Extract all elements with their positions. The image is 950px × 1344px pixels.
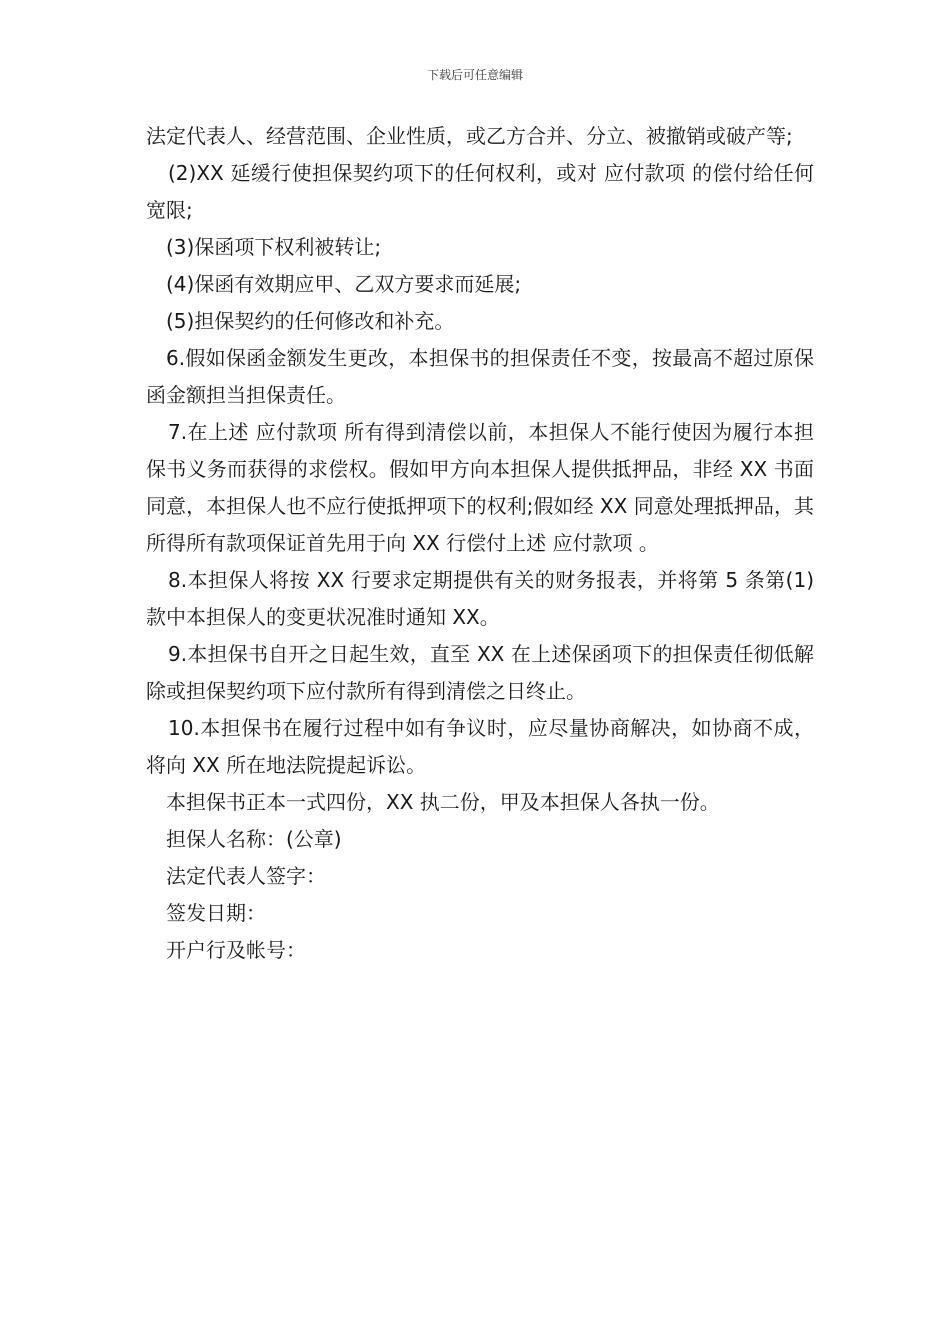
paragraph-copies: 本担保书正本一式四份，XX 执二份，甲及本担保人各执一份。: [166, 790, 720, 814]
paragraph-item-3: (3)保函项下权利被转让;: [166, 235, 382, 259]
signature-issue-date: 签发日期：: [166, 901, 266, 925]
paragraph-clause-6: 6.假如保函金额发生更改，本担保书的担保责任不变，按最高不超过原保函金额担当担保责任。: [146, 346, 814, 407]
paragraph-clause-8: 8.本担保人将按 XX 行要求定期提供有关的财务报表，并将第 5 条第(1)款中本担保人的变更状况准时通知 XX。: [146, 568, 814, 629]
paragraph-clause-10: 10.本担保书在履行过程中如有争议时，应尽量协商解决，如协商不成，将向 XX 所在地法院提起诉讼。: [146, 716, 814, 777]
paragraph-clause-9: 9.本担保书自开之日起生效，直至 XX 在上述保函项下的担保责任彻低解除或担保契约项下应付款所有得到清偿之日终止。: [146, 642, 814, 703]
paragraph-continuation: 法定代表人、经营范围、企业性质，或乙方合并、分立、被撤销或破产等;: [146, 124, 793, 148]
signature-guarantor-name: 担保人名称：(公章): [166, 827, 342, 851]
paragraph-item-2: (2)XX 延缓行使担保契约项下的任何权利，或对 应付款项 的偿付给任何宽限;: [146, 161, 814, 222]
signature-legal-representative: 法定代表人签字：: [166, 864, 326, 888]
paragraph-item-5: (5)担保契约的任何修改和补充。: [166, 309, 455, 333]
document-body: [146, 118, 814, 969]
page-header: 下载后可任意编辑: [426, 68, 523, 82]
paragraph-clause-7: 7.在上述 应付款项 所有得到清偿以前，本担保人不能行使因为履行本担保书义务而获得的求偿权。假如甲方向本担保人提供抵押品，非经 XX 书面同意，本担保人也不应行使抵押项下的权利;假如经 XX 同意处理抵押品，其所得所有款项保证首先用于向 XX 行偿付上述 应付款项 。: [146, 420, 814, 555]
signature-bank-account: 开户行及帐号：: [166, 938, 306, 962]
paragraph-item-4: (4)保函有效期应甲、乙双方要求而延展;: [166, 272, 522, 296]
